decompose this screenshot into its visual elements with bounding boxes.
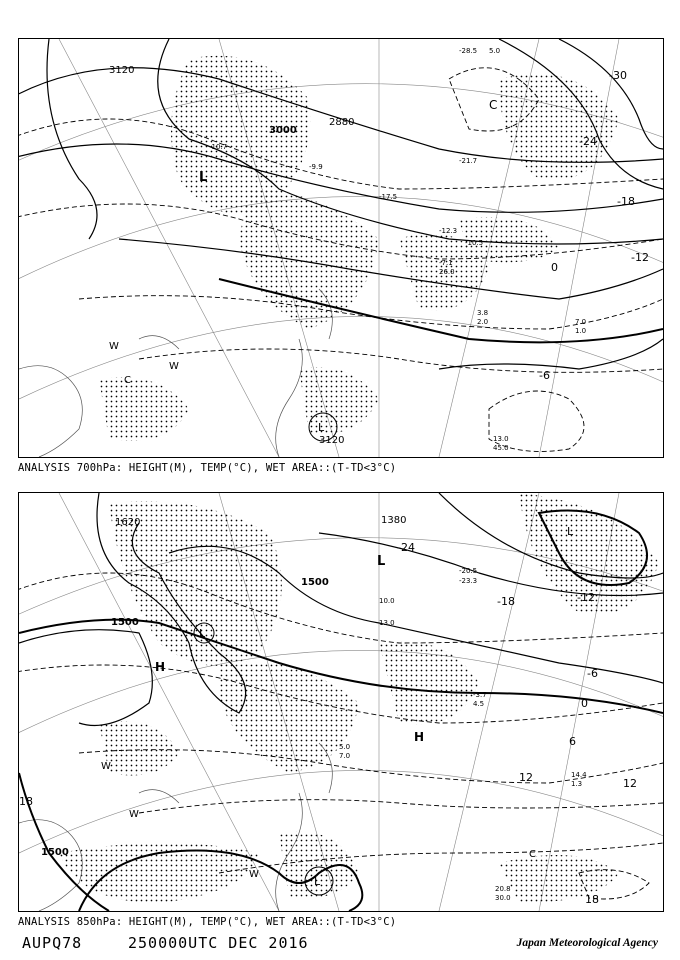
pressure-center: W [169,361,179,372]
station-value: -12.3 [439,227,458,235]
temp-label: 18 [19,795,33,808]
temp-label: -12 [631,251,649,264]
temp-label: 6 [569,735,576,748]
height-label: 1380 [381,515,407,526]
map-850hpa-drawing [19,493,663,911]
pressure-center: W [249,869,259,880]
station-value: 4.5 [473,700,485,708]
pressure-center: W [109,341,119,352]
station-value: 45.0 [493,444,509,452]
valid-time: 250000UTC DEC 2016 [128,934,309,952]
station-value: 1.0 [575,327,587,335]
pressure-center: C [489,98,498,112]
pressure-center: L [199,170,208,185]
station-value: -28.5 [459,47,478,55]
pressure-center: H [155,660,166,674]
temp-label: 18 [585,893,599,906]
temp-label: 12 [519,771,533,784]
station-value: 7.0 [339,752,351,760]
station-value: -10.7 [209,143,228,151]
station-value: 5.0 [339,743,351,751]
height-label: 1620 [115,517,141,528]
map-700hpa-drawing [19,39,663,457]
temp-label: -18 [497,595,515,608]
temp-label: 12 [623,777,637,790]
temp-label: -12 [577,591,595,604]
temp-label: -18 [617,195,635,208]
station-value: -10.5 [465,239,484,247]
temp-label: -24 [579,135,597,148]
map-700hpa [18,38,664,458]
pressure-center: L [314,875,321,888]
station-value: -23.3 [459,577,478,585]
temp-label: -30 [609,69,627,82]
wet-areas [99,56,619,441]
pressure-center: W [101,761,111,772]
pressure-center: L [567,525,574,538]
station-value: 3.8 [477,309,489,317]
pressure-center: C [124,375,131,386]
agency-credit: Japan Meteorological Agency [516,937,658,949]
station-value: 13.0 [379,619,395,627]
height-label: 1500 [41,847,69,858]
panel-caption-700: ANALYSIS 700hPa: HEIGHT(M), TEMP(°C), WET AREA::(T-TD<3°C) [18,462,397,474]
temp-label: -24 [397,541,415,554]
height-label: 2880 [329,117,355,128]
height-label: 1500 [111,617,139,628]
station-value: -3.7 [473,691,487,699]
station-value: -7.1 [439,259,453,267]
height-label: 1500 [301,577,329,588]
pressure-center: L [377,554,386,569]
temp-label: 0 [551,261,558,274]
station-value: -20.5 [459,567,478,575]
panel-caption-850: ANALYSIS 850hPa: HEIGHT(M), TEMP(°C), WET AREA::(T-TD<3°C) [18,916,397,928]
temp-label: 0 [581,697,588,710]
station-value: 2.0 [477,318,489,326]
station-value: 13.0 [493,435,509,443]
map-850hpa [18,492,664,912]
pressure-center: L [318,421,325,434]
station-value: -9.9 [309,163,323,171]
station-value: 14.4 [571,771,587,779]
pressure-center: L [199,627,206,640]
pressure-center: H [414,730,425,744]
station-value: 20.8 [495,885,511,893]
station-value: 26.0 [439,268,455,276]
pressure-center: C [529,849,536,860]
station-value: 30.0 [495,894,511,902]
chart-identifier: AUPQ78 [22,934,83,952]
temp-label: -6 [587,667,598,680]
height-label: 3120 [319,435,345,446]
station-value: 5.0 [489,47,501,55]
station-value: -17.5 [379,193,398,201]
height-label: 3000 [269,125,297,136]
station-value: -21.7 [459,157,478,165]
pressure-center: W [129,809,139,820]
station-value: 7.0 [575,318,587,326]
station-value: 10.0 [379,597,395,605]
station-value: 1.3 [571,780,583,788]
height-label: 3120 [109,65,135,76]
temp-label: -6 [539,369,550,382]
